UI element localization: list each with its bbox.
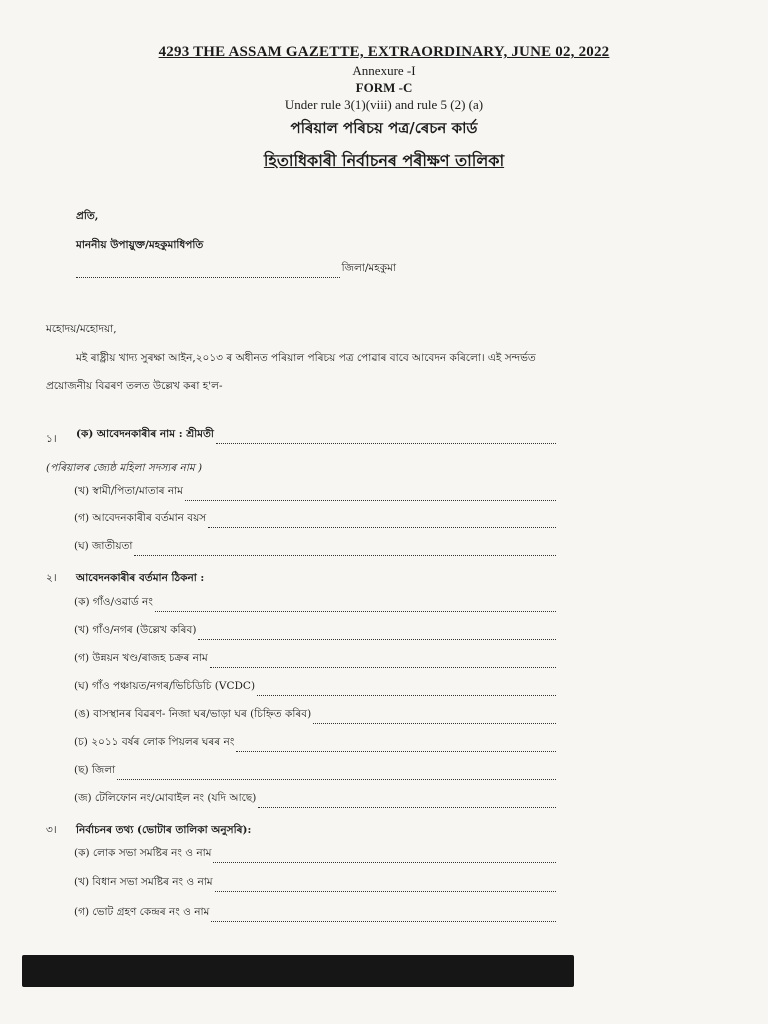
section-2-number: ২।	[46, 572, 57, 584]
letter-body-line-2: প্ৰয়োজনীয় বিৱৰণ তলত উল্লেখ কৰা হ'ল-	[46, 380, 223, 392]
field-phone-mobile[interactable]: (জ) টেলিফোন নং/মোবাইল নং (যদি আছে)	[74, 796, 556, 808]
gazette-title: 4293 THE ASSAM GAZETTE, EXTRAORDINARY, JUNE 02, 2022	[158, 44, 610, 60]
rule-reference: Under rule 3(1)(viii) and rule 5 (2) (a)	[284, 97, 484, 112]
address-to: প্ৰতি,	[76, 210, 99, 222]
field-village-town[interactable]: (খ) গাঁও/নগৰ (উল্লেখ কৰিব)	[74, 628, 556, 640]
document-header	[0, 44, 768, 175]
scan-dark-band	[22, 955, 574, 987]
field-nationality[interactable]: (ঘ) জাতীয়তা	[74, 544, 556, 556]
applicant-name-note: (পৰিয়ালৰ জ্যেষ্ঠ মহিলা সদস্যৰ নাম )	[46, 462, 203, 474]
field-polling-station[interactable]: (গ) ভোট গ্ৰহণ কেন্দ্ৰৰ নং ও নাম	[74, 910, 556, 922]
section-2-heading: আবেদনকাৰীৰ বৰ্তমান ঠিকনা :	[76, 572, 205, 584]
district-line[interactable]	[76, 262, 396, 278]
form-label: FORM -C	[355, 80, 413, 95]
field-gaon-panchayat[interactable]: (ঘ) গাঁও পঞ্চায়ত/নগৰ/ভিচিডিচি (VCDC)	[74, 684, 556, 696]
address-official: মাননীয় উপায়ুক্ত/মহকুমাধিপতি	[76, 239, 204, 251]
field-census-house-no[interactable]: (চ) ২০১১ বৰ্ষৰ লোক পিয়লৰ ঘৰৰ নং	[74, 740, 556, 752]
section-3-number: ৩।	[46, 824, 57, 836]
field-district[interactable]: (ছ) জিলা	[74, 768, 556, 780]
field-development-block[interactable]: (গ) উন্নয়ন খণ্ড/ৰাজহ চক্ৰৰ নাম	[74, 656, 556, 668]
field-applicant-name[interactable]: (ক) আবেদনকাৰীৰ নাম : শ্ৰীমতী	[76, 432, 556, 444]
section-3-heading: নিৰ্বাচনৰ তথ্য (ভোটাৰ তালিকা অনুসৰি):	[76, 824, 252, 836]
form-title: পৰিয়াল পৰিচয় পত্ৰ/ৰেচন কাৰ্ড	[290, 119, 478, 137]
field-residence-type[interactable]: (ঙ) বাসস্থানৰ বিৱৰণ- নিজা ঘৰ/ভাড়া ঘৰ (চিহ্নিত কৰিব)	[74, 712, 556, 724]
field-vidhan-sabha[interactable]: (খ) বিধান সভা সমষ্টিৰ নং ও নাম	[74, 880, 556, 892]
form-subtitle: হিতাধিকাৰী নিৰ্বাচনৰ পৰীক্ষণ তালিকা	[263, 151, 505, 170]
field-guardian-name[interactable]: (খ) স্বামী/পিতা/মাতাৰ নাম	[74, 489, 556, 501]
salutation: মহোদয়/মহোদয়া,	[46, 323, 117, 335]
field-lok-sabha[interactable]: (ক) লোক সভা সমষ্টিৰ নং ও নাম	[74, 851, 556, 863]
field-village-ward-no[interactable]: (ক) গাঁও/ওৱাৰ্ড নং	[74, 600, 556, 612]
letter-body-line-1: মই ৰাষ্ট্ৰীয় খাদ্য সুৰক্ষা আইন,২০১৩ ৰ অধীনত পৰিয়াল পৰিচয় পত্ৰ পোৱাৰ বাবে আবেদন কৰিলো। এই সন্দৰ্ভত	[76, 352, 536, 364]
district-label: জিলা/মহকুমা	[341, 262, 396, 274]
district-blank[interactable]	[76, 268, 340, 278]
field-applicant-age[interactable]: (গ) আবেদনকাৰীৰ বৰ্তমান বয়স	[74, 516, 556, 528]
annexure-label: Annexure -I	[352, 63, 416, 78]
section-1-number: ১।	[46, 433, 57, 445]
